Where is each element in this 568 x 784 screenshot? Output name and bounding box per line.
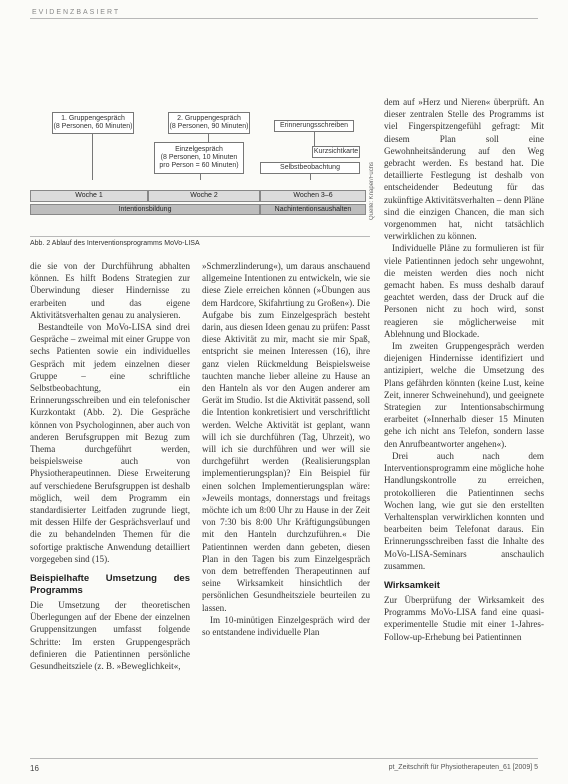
figure-caption: Abb. 2 Ablauf des Interventionsprogramms MoVo-LISA: [30, 240, 200, 247]
paragraph: Die Umsetzung der theoretischen Überlegungen auf der Ebene der einzelnen Gruppensitzungen umfasst folgende Schritte: Im ersten Gruppengespräch definieren die Patientinnen persönliche Gesundheitsziele (z. B. »Beweglichkeit«,: [30, 600, 190, 672]
text-column-1: [30, 260, 190, 672]
section-heading: Beispielhafte Umsetzung des Programms: [30, 573, 190, 597]
connector-line: [310, 174, 311, 180]
phase-post-intention: Nachintentionsaushalten: [260, 204, 366, 215]
footer-rule: [30, 758, 538, 759]
section-label: EVIDENZBASIERT: [32, 9, 121, 16]
paragraph: die sie von der Durchführung abhalten können. Es hilft Bodens Strategien zur Überwindung dieser Hindernisse zu erarbeiten und das eigene Aktivitätsverhalten genau zu analysieren.: [30, 261, 190, 320]
paragraph: dem auf »Herz und Nieren« überprüft. An dieser zentralen Stelle des Programms ist viel Fingerspitzengefühl gefragt: Mit diesem Plan soll eine Gewohnheitsänderung auf den Weg gebracht werden. Es bestand hat. Die detaillierte Festlegung ist deshalb von entscheidender Bedeutung für das zukünftige Aktivitätsverhalten – denn Pläne sind die einzigen Chancen, die man sich vorgenommen hat, nicht tatsächlich verwirklichen zu können.: [384, 97, 544, 242]
box-individual-session: Einzelgespräch (8 Personen, 10 Minuten pro Person = 60 Minuten): [154, 142, 244, 174]
figure-flowchart: [30, 100, 370, 240]
box-card: Kurzsichtkarte: [312, 146, 360, 158]
connector-line: [200, 174, 201, 180]
connector-line: [208, 134, 209, 142]
header-rule: [30, 18, 538, 19]
connector-line: [314, 132, 315, 146]
figure-credit: Quelle: Knaper/Fuchs: [369, 161, 375, 220]
paragraph: Bestandteile von MoVo-LISA sind drei Gespräche – zweimal mit einer Gruppe von sechs Patienten sowie ein individuelles Gespräch mit jedem einzelnen dieser Gruppe – eine schriftliche Selbstbeobachtung, ein Erinnerungsschreiben und ein telefonischer Kurzkontakt (Abb. 2). Die Gespräche können von Psychologinnen, aber auch von anderen Berufsgruppen mit Bezug zum Thema durchgeführt werden, beispielsweise auch von Physiotherapeutinnen. Diese Erweiterung auf verschiedene Berufsgruppen ist deshalb möglich, weil dem Programm ein standardisierter Leitfaden zugrunde liegt, mit dessen Hilfe der Gesprächsverlauf und die zu behandelnden Themen für die sofortige praktische Anwendung detailliert vorgegeben sind (15).: [30, 322, 190, 564]
paragraph: Im 10-minütigen Einzelgespräch wird der so entstandene individuelle Plan: [202, 614, 370, 638]
paragraph: Zur Überprüfung der Wirksamkeit des Programms MoVo-LISA fand eine quasi-experimentelle Studie mit einer 1-Jahres-Follow-up-Erhebung bei Patientinnen: [384, 594, 544, 642]
week-2: Woche 2: [148, 190, 260, 202]
box-group-session-2: 2. Gruppengespräch (8 Personen, 90 Minuten): [168, 112, 250, 134]
paragraph: »Schmerzlinderung«), um daraus anschauend allgemeine Intentionen zu entwickeln, wie sie diese Ziele erreichen können (»Übungen aus dem Hardcore, Skifahrtiung zu Großen«). Die Aufgabe bis zum Einzelgespräch besteht darin, aus diesen Ideen genau zu prüfen: Passt diese Aktivität zu mir, macht sie mir Spaß, entspricht sie meinen Interessen (16), ihre ganz vielen Rückmeldung Beispielsweise tauchten manche lieber alleine zu Hause an den Hanteln als vor den Augen anderer am Gerät im Studio. Ist die Aktivität passend, soll die Intention konkretisiert und verschriftlicht werden. Welche Aktivität ist geplant, wann will ich sie durchführen (Tag, Uhrzeit), wo will ich sie durchführen und wer will sie durchgeführt werden (Realisierungsplan implementierungsplan)? Ein Beispiel für einen solchen Implementierungsplan wäre: »Jeweils montags, donnerstags und freitags möchte ich um 8:00 Uhr zu Hause in der Zeit von 7:30 bis 8:00 Uhr Kräftigungsübungen mit den Hanteln durchzuführen.« Die Patientinnen werden dann gebeten, diesen Plan in den Tagen bis zum Einzelgespräch von dem betreffenden Therapeutinnen auf seine Wirksamkeit hinsichtlich der persönlichen Gesundheitsziele beurteilen zu lassen.: [202, 261, 370, 613]
weeks-3-6: Wochen 3–6: [260, 190, 366, 202]
box-reminder: Erinnerungsschreiben: [274, 120, 354, 132]
phase-intention: Intentionsbildung: [30, 204, 260, 215]
week-1: Woche 1: [30, 190, 148, 202]
paragraph: Im zweiten Gruppengespräch werden diejenigen Hindernisse identifiziert und antizipiert, welche die Umsetzung des Plans gefährden könnten (keine Lust, keine Zeit, innerer Schweinehund), und geeignete Strategien zur Intentionsabschirmung erarbeitet (»Innerhalb dieser 15 Minuten gehe ich nicht ans Telefon, sondern lasse den Anrufbeantworter angehen«).: [384, 341, 544, 449]
box-self-observation: Selbstbeobachtung: [260, 162, 360, 174]
paragraph: Individuelle Pläne zu formulieren ist für viele Patientinnen jedoch sehr ungewohnt, die meisten werden dies noch nicht gemacht haben. Es muss deshalb darauf geachtet werden, dass der Druck auf die Personen nicht zu hoch wird, sonst reagieren sie möglicherweise mit Ablehnung und Blockade.: [384, 243, 544, 339]
caption-rule: [30, 236, 370, 237]
connector-line: [92, 134, 93, 180]
journal-reference: pt_Zeitschrift für Physiotherapeuten_61 [2009] 5: [388, 764, 538, 771]
text-column-2: [202, 260, 370, 638]
text-column-3: [384, 96, 544, 643]
page-number: 16: [30, 764, 39, 773]
paragraph: Drei auch nach dem Interventionsprogramm eine mögliche hohe Handlungskontrolle zu erreichen, protokollieren die Patientinnen sechs Wochen lang, wie gut sie den erstellten Verhaltensplan verwirklichen konnten und bearbeiten beim Telefonat daraus. Ein Erinnerungsschreiben fasst die Inhalte des MoVo-LISA-Seminars anschaulich zusammen.: [384, 450, 544, 571]
section-heading: Wirksamkeit: [384, 579, 440, 591]
box-group-session-1: 1. Gruppengespräch (8 Personen, 60 Minuten): [52, 112, 134, 134]
